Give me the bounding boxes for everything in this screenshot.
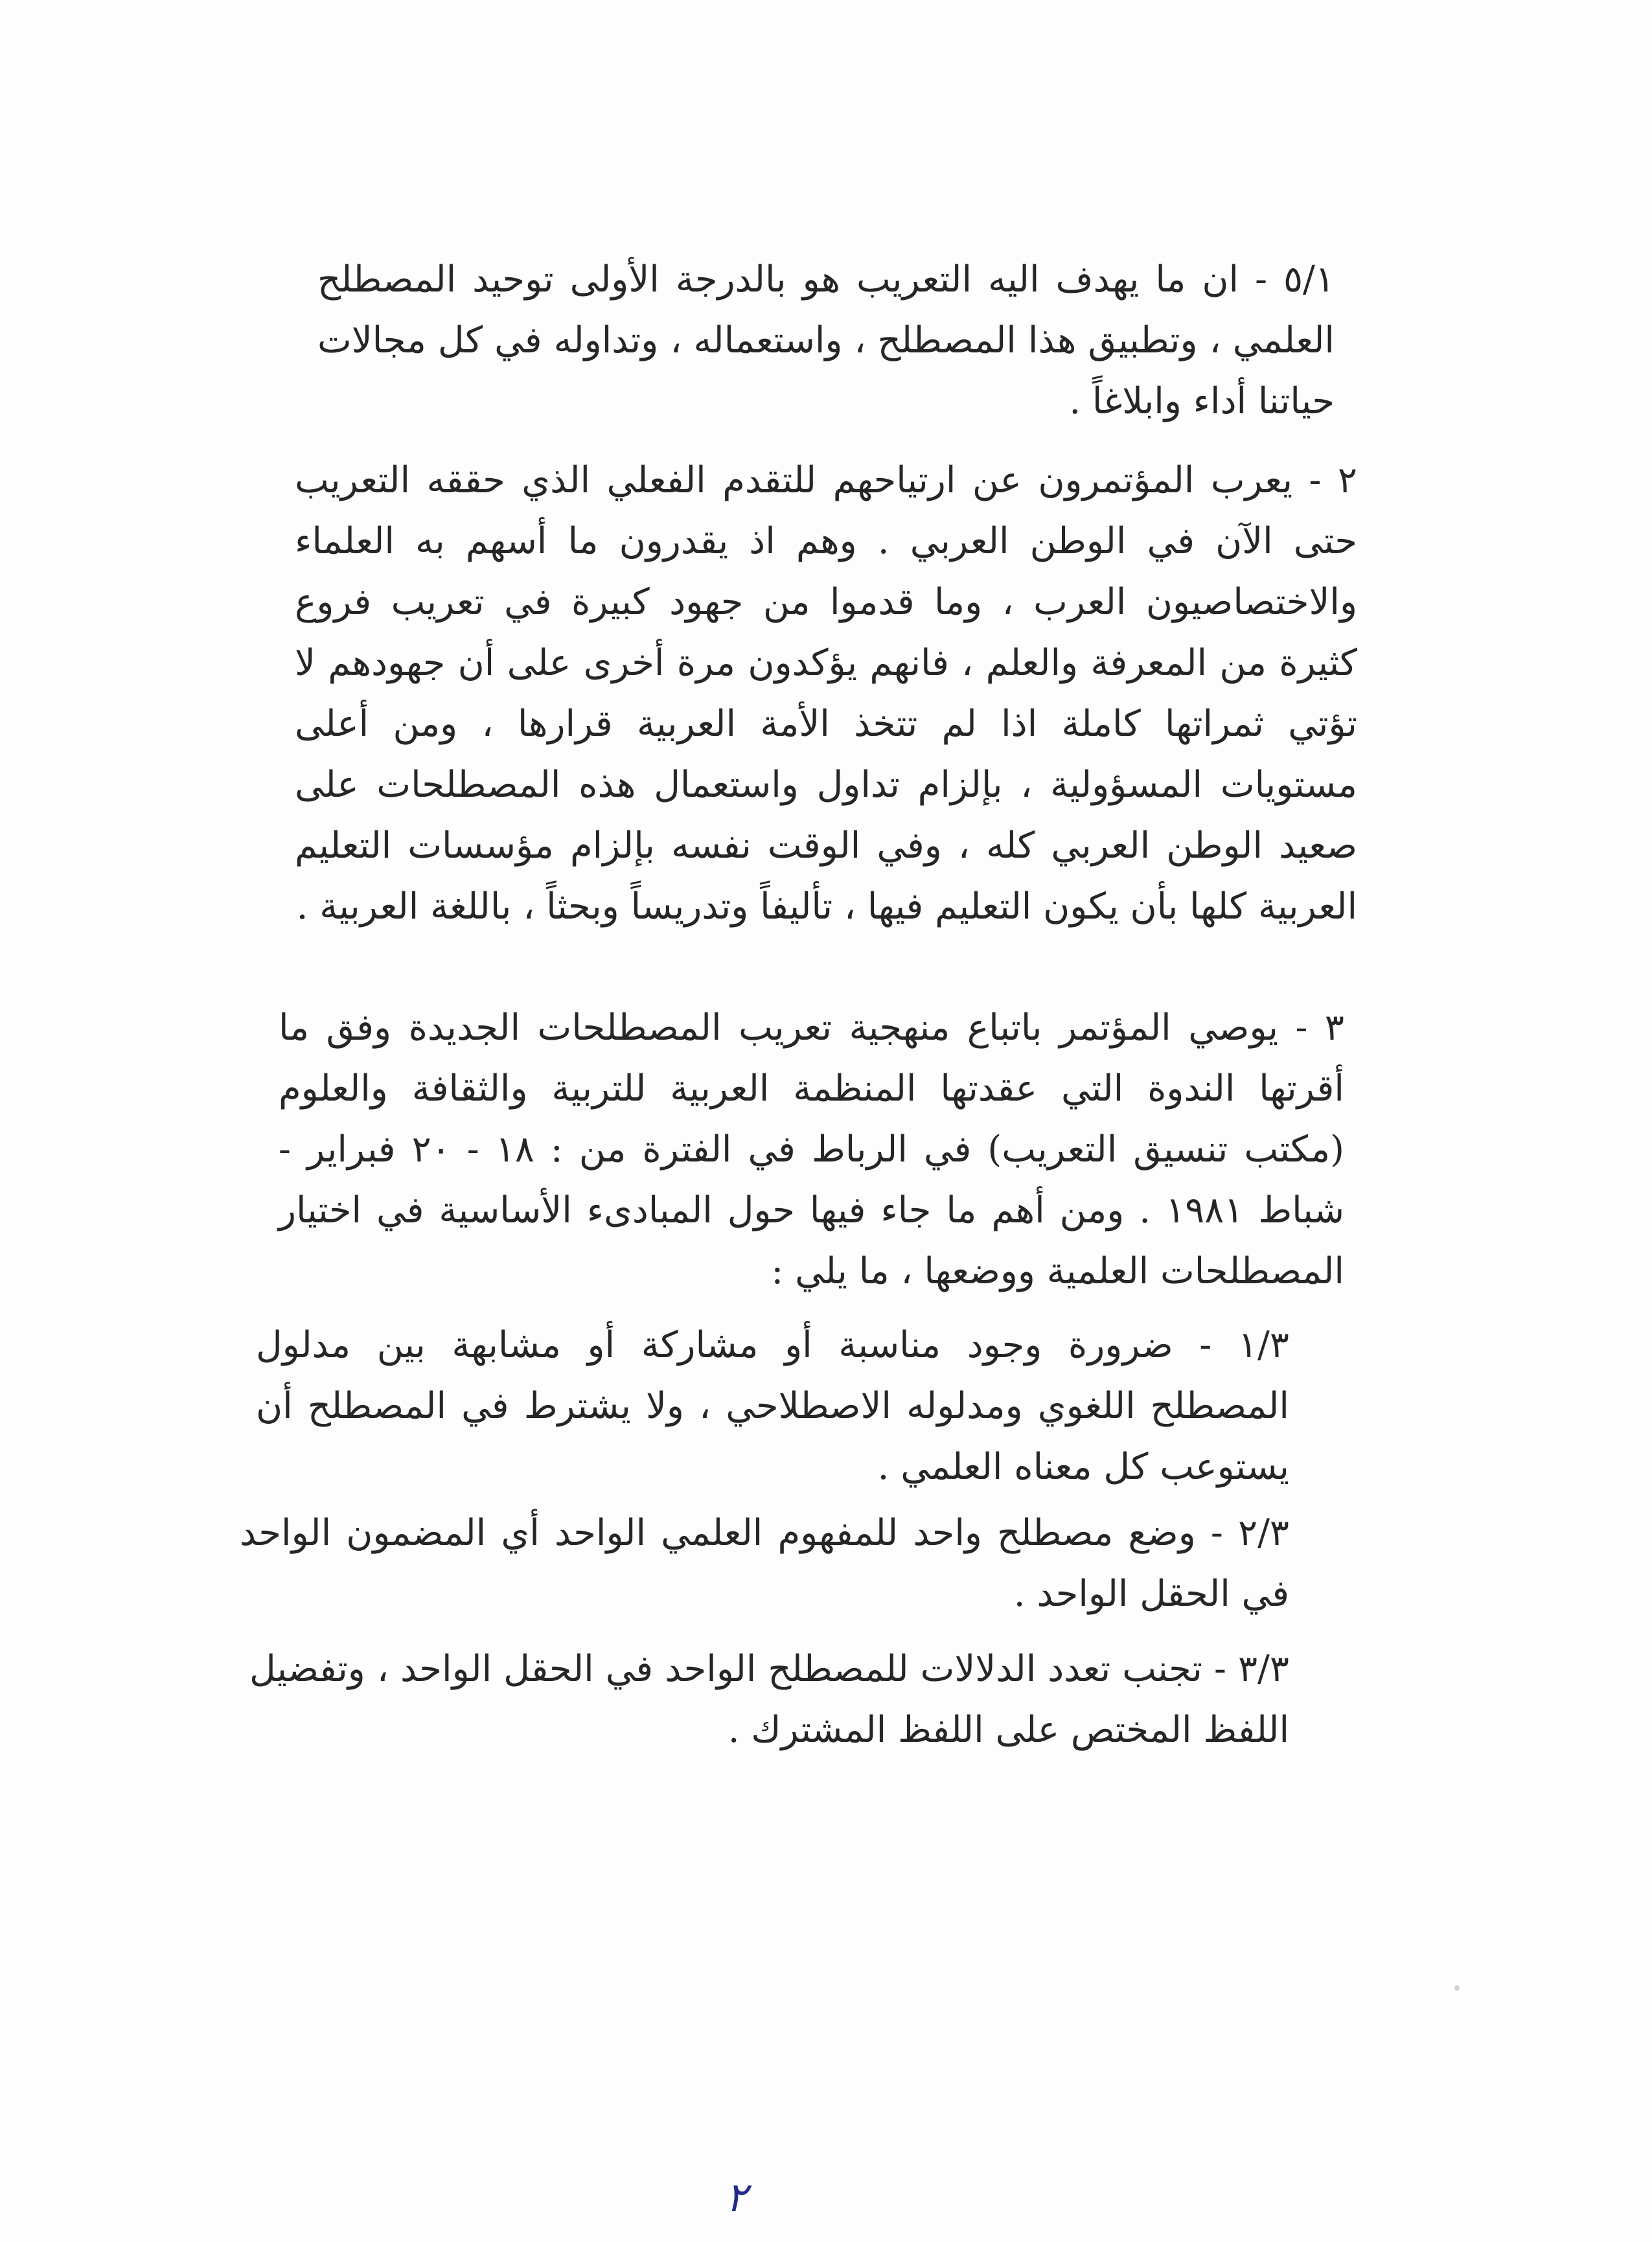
paragraph-text: يوصي المؤتمر باتباع منهجية تعريب المصطلحات الجديدة وفق ما أقرتها الندوة التي عقدتها المنظمة العربية للتربية والثقافة والعلوم (مكتب تنسيق التعريب) في الرباط في الفترة من : ١٨ - ٢٠ فبراير - شباط ١٩٨١ . ومن أهم ما جاء فيها حول المبادىء الأساسية في اختيار المصطلحات العلمية ووضعها ، ما يلي : [279, 1007, 1345, 1292]
paragraph-3-3 [249, 1639, 1289, 1761]
paragraph-text: يعرب المؤتمرون عن ارتياحهم للتقدم الفعلي الذي حققه التعريب حتى الآن في الوطن العربي . وهم اذ يقدرون ما أسهم به العلماء والاختصاصيون العرب ، وما قدموا من جهود كبيرة في تعريب فروع كثيرة من المعرفة والعلم ، فانهم يؤكدون مرة أخرى على أن جهودهم لا تؤتي ثمراتها كاملة اذا لم تتخذ الأمة العربية قرارها ، ومن أعلى مستويات المسؤولية ، بإلزام تداول واستعمال هذه المصطلحات على صعيد الوطن العربي كله ، وفي الوقت نفسه بإلزام مؤسسات التعليم العربية كلها بأن يكون التعليم فيها ، تأليفاً وتدريساً وبحثاً ، باللغة العربية . [295, 459, 1357, 928]
paragraph-number: ٥/١ - [1255, 258, 1335, 301]
paragraph-number: ٣ - [1295, 1007, 1344, 1049]
paragraph-3-1 [256, 1315, 1289, 1498]
page-number: ٢ [726, 2173, 748, 2221]
paragraph-text: ان ما يهدف اليه التعريب هو بالدرجة الأولى توحيد المصطلح العلمي ، وتطبيق هذا المصطلح ، واستعماله ، وتداوله في كل مجالات حياتنا أداء وابلاغاً . [317, 258, 1335, 422]
scan-speck [1454, 1985, 1460, 1991]
paragraph-text: وضع مصطلح واحد للمفهوم العلمي الواحد أي المضمون الواحد في الحقل الواحد . [240, 1512, 1289, 1615]
paragraph-number: ٢/٣ - [1210, 1512, 1290, 1554]
paragraph-3-2 [240, 1503, 1289, 1625]
paragraph-number: ٢ - [1309, 459, 1357, 501]
paragraph-number: ١/٣ - [1199, 1324, 1289, 1366]
paragraph-2 [295, 450, 1357, 937]
paragraph-3 [279, 998, 1344, 1302]
paragraph-text: ضرورة وجود مناسبة أو مشاركة أو مشابهة بين مدلول المصطلح اللغوي ومدلوله الاصطلاحي ، ولا يشترط في المصطلح أن يستوعب كل معناه العلمي . [256, 1324, 1289, 1488]
paragraph-number: ٣/٣ - [1213, 1648, 1289, 1690]
paragraph-1-5 [317, 249, 1335, 432]
paragraph-text: تجنب تعدد الدلالات للمصطلح الواحد في الحقل الواحد ، وتفضيل اللفظ المختص على اللفظ المشترك . [249, 1648, 1289, 1751]
